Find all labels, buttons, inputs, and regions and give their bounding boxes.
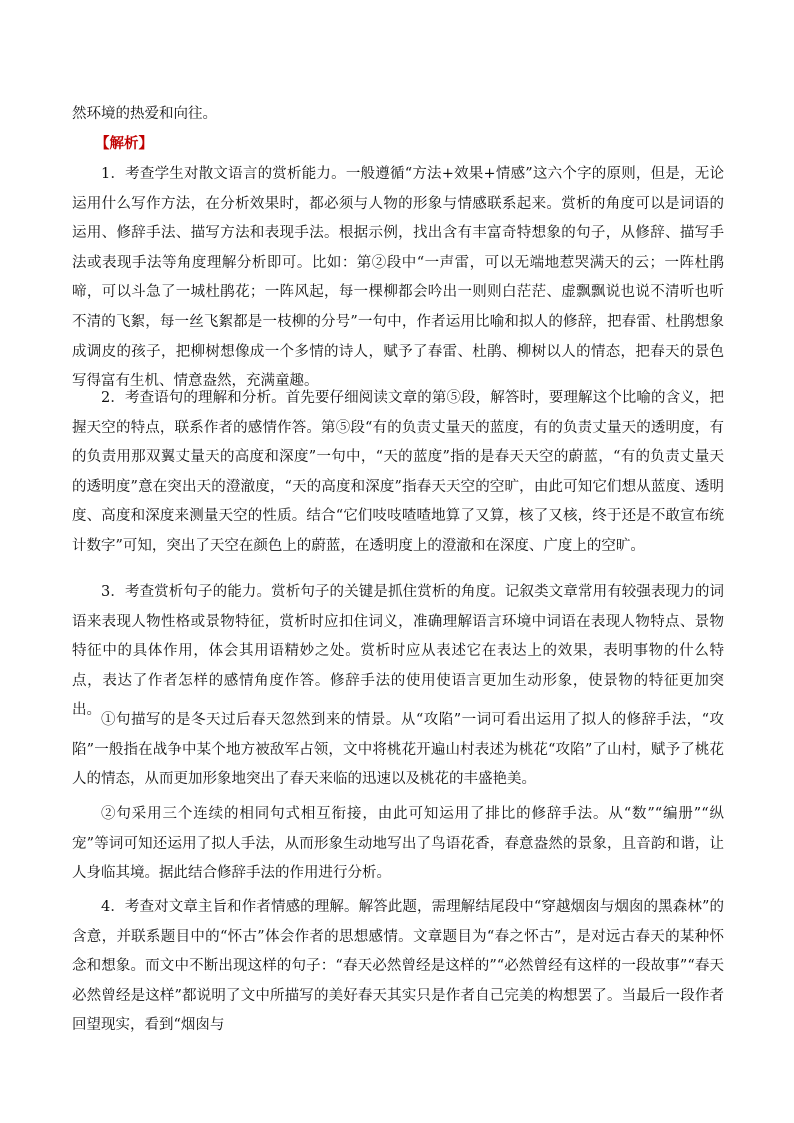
paragraph: 3．考查赏析句子的能力。赏析句子的关键是抓住赏析的角度。记叙类文章常用有较强表现力的词语来表现人物性格或景物特征，赏析时应扣住词义，准确理解语言环境中词语在表现人物特点、景物特征中的具体作用，体会其用语精妙之处。赏析时应从表述它在表达上的效果，表明事物的什么特点，表达了作者怎样的感情角度作答。修辞手法的使用使语言更加生动形象，使景物的特征更加突出。 [72, 584, 724, 719]
intro-line: 然环境的热爱和向往。 [72, 106, 217, 122]
answer-2 [72, 384, 724, 562]
paragraph: 4．考查对文章主旨和作者情感的理解。解答此题，需理解结尾段中“穿越烟囱与烟囱的黑森林”的含意，并联系题目中的“怀古”体会作者的思想感情。文章题目为“春之怀古”，是对远古春天的某种怀念和想象。而文中不断出现这样的句子：“春天必然曾经是这样的”“必然曾经有这样的一段故事”“春天必然曾经是这样”都说明了文中所描写的美好春天其实只是作者自己完美的构想罢了。当最后一段作者回望现实，看到“烟囱与 [72, 899, 724, 1034]
analysis-heading: 【解析】 [95, 135, 153, 152]
answer-4 [72, 893, 724, 1041]
paragraph: ②句采用三个连续的相同句式相互衔接，由此可知运用了排比的修辞手法。从“数”“编册”“纵宠”等词可知还运用了拟人手法，从而形象生动地写出了鸟语花香，春意盎然的景象，且音韵和谐，让人身临其境。据此结合修辞手法的作用进行分析。 [72, 806, 724, 882]
paragraph: 2．考查语句的理解和分析。首先要仔细阅读文章的第⑤段，解答时，要理解这个比喻的含义，把握天空的特点，联系作者的感情作答。第⑤段“有的负责丈量天的蓝度，有的负责丈量天的透明度，有的负责用那双翼丈量天的高度和深度”一句中，“天的蓝度”指的是春天天空的蔚蓝，“有的负责丈量天的透明度”意在突出天的澄澈度，“天的高度和深度”指春天天空的空旷，由此可知它们想从蓝度、透明度、高度和深度来测量天空的性质。结合“它们吱吱喳喳地算了又算，核了又核，终于还是不敢宣布统计数字”可知，突出了天空在颜色上的蔚蓝，在透明度上的澄澈和在深度、广度上的空旷。 [72, 390, 724, 554]
answer-1 [72, 160, 724, 397]
paragraph: 1．考查学生对散文语言的赏析能力。一般遵循“方法+效果+情感”这六个字的原则，但是，无论运用什么写作方法，在分析效果时，都必须与人物的形象与情感联系起来。赏析的角度可以是词语的运用、修辞手法、描写方法和表现手法。根据示例，找出含有丰富奇特想象的句子，从修辞、描写手法或表现手法等角度理解分析即可。比如：第②段中“一声雷，可以无端地惹哭满天的云；一阵杜鹃啼，可以斗急了一城杜鹃花；一阵风起，每一棵柳都会吟出一则则白茫茫、虚飘飘说也说不清听也听不清的飞絮，每一丝飞絮都是一枝柳的分号”一句中，作者运用比喻和拟人的修辞，把春雷、杜鹃想象成调皮的孩子，把柳树想像成一个多情的诗人，赋予了春雷、杜鹃、柳树以人的情态，把春天的景色写得富有生机、情意盎然，充满童趣。 [72, 166, 724, 390]
answer-3 [72, 578, 724, 726]
paragraph: ①句描写的是冬天过后春天忽然到来的情景。从“攻陷”一词可看出运用了拟人的修辞手法，“攻陷”一般指在战争中某个地方被敌军占领，文中将桃花开遍山村表述为桃花“攻陷”了山村，赋予了桃花人的情态，从而更加形象地突出了春天来临的迅速以及桃花的丰盛艳美。 [72, 712, 724, 788]
answer-3-sentence-2 [72, 800, 724, 889]
answer-3-sentence-1 [72, 706, 724, 795]
